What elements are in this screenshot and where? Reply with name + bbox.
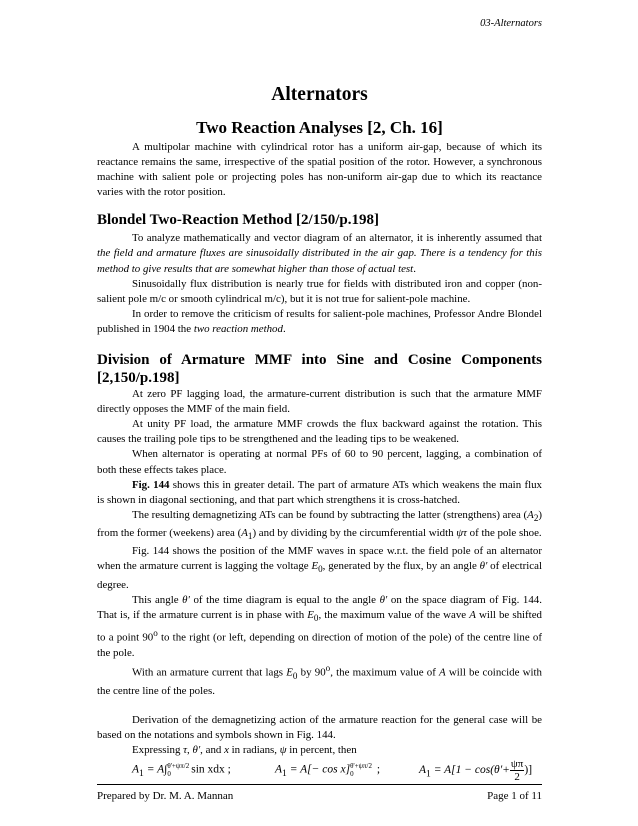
subscript: 1 — [247, 531, 253, 542]
paragraph: When alternator is operating at normal PFs of 60 to 90 percent, lagging, a combination of both these effects takes place. — [97, 448, 542, 476]
text: in percent, then — [286, 744, 357, 757]
text: will be coincide with the centre line of the poles. — [97, 666, 542, 697]
text: of the time diagram is equal to the angle — [189, 593, 380, 606]
text: Expressing — [132, 744, 184, 757]
paragraph — [97, 307, 542, 337]
paragraph: At zero PF lagging load, the armature-current distribution is such that the armature MMF directly opposes the MMF of the main field. — [97, 388, 542, 416]
paragraph — [97, 508, 542, 545]
text: , the maximum value of — [330, 666, 440, 679]
text: In order to remove the criticism of results for salient-pole machines, Professor Andre Blondel published in 1904 the — [97, 307, 542, 335]
text: sin xdx ; — [191, 763, 231, 776]
symbol: θ' — [379, 593, 388, 606]
text: = A[1 − cos(θ'+ — [430, 764, 510, 777]
text: , generated by the flux, by an angle — [322, 560, 480, 573]
subscript: 2 — [533, 512, 539, 523]
symbol: A — [527, 508, 534, 521]
symbol: E — [311, 560, 319, 573]
emphasis-text: two reaction method — [193, 322, 283, 335]
numerator: ψπ — [510, 758, 524, 771]
subscript: 0 — [313, 613, 319, 624]
subscript: 0 — [318, 564, 323, 575]
emphasis-text: the field and armature fluxes are sinusoidally distributed in the air gap. There is a tendency for this method to give results that are somewhat higher than those of actual test — [97, 247, 542, 275]
running-head: 03-Alternators — [480, 18, 542, 29]
symbol: A — [439, 666, 446, 679]
page-number: Page 1 of 11 — [487, 790, 542, 802]
spacer — [97, 699, 542, 713]
symbol: τ — [183, 744, 188, 757]
text: shows this in greater detail. The part of armature ATs which weakens the main flux is shown in diagonal sectioning, and that part which strengthens it is cross-hatched. — [97, 478, 543, 506]
symbol: A — [241, 527, 248, 540]
subscript: 0 — [292, 670, 298, 681]
document-body — [97, 140, 542, 792]
paragraph: Sinusoidally flux distribution is nearly true for fields with distributed iron and copper (non-salient pole m/c or smooth cylindrical m/c), but it is not true for salient-pole machine. — [97, 277, 542, 305]
figure-ref: Fig. 144 — [132, 478, 170, 491]
symbol: E — [307, 608, 314, 621]
upper-limit: θ'+ψπ/2 — [350, 762, 372, 771]
equation-evaluated — [275, 762, 380, 779]
symbol: A — [275, 763, 283, 776]
text: = A — [143, 763, 165, 776]
symbol: θ' — [182, 593, 190, 606]
text: )] — [524, 764, 533, 777]
text: , the maximum value of the wave — [318, 608, 470, 621]
paragraph: At unity PF load, the armature MMF crowds the flux backward against the rotation. This causes the trailing pole tips to be strengthened and the leading tips to be weakened. — [97, 418, 542, 446]
text: Fig. 144 shows the position of the MMF waves in space w.r.t. the field pole of an alternator when the armature current is lagging the voltage — [97, 545, 542, 573]
superscript: o — [325, 662, 331, 673]
paragraph — [97, 593, 542, 661]
paragraph — [97, 743, 542, 758]
paragraph — [97, 478, 542, 508]
symbol: θ' — [479, 560, 488, 573]
symbol: A — [419, 764, 427, 777]
text: by 90 — [297, 666, 326, 679]
text: ) and by dividing by the circumferential width — [252, 527, 457, 540]
symbol: A — [469, 608, 476, 621]
equation-integral — [132, 762, 231, 779]
text: in radians, — [228, 744, 280, 757]
paragraph — [97, 661, 542, 699]
paragraph — [97, 544, 542, 592]
symbol: A — [132, 763, 140, 776]
section-heading-blondel: Blondel Two-Reaction Method [2/150/p.198] — [97, 212, 379, 229]
equation-result — [419, 758, 532, 783]
symbol: x — [224, 744, 229, 757]
paragraph — [97, 231, 542, 276]
text: , and — [200, 744, 225, 757]
text: , — [187, 744, 193, 757]
text: To analyze mathematically and vector diagram of an alternator, it is inherently assumed that — [132, 232, 542, 245]
symbol: ψ — [279, 744, 287, 757]
denominator: 2 — [514, 771, 520, 784]
paragraph: A multipolar machine with cylindrical rotor has a uniform air-gap, because of which its reactance remains the same, irrespective of the spatial position of the rotor. However, a synchronous machine with salient pole or projecting poles has non-uniform air-gap due to which its reactance varies with the rotor position. — [97, 141, 542, 199]
subscript: 1 — [282, 768, 287, 780]
text: will be shifted to a point 90 — [97, 608, 542, 644]
upper-limit: θ'+ψπ/2 — [167, 762, 190, 771]
text: ) from the former (weekens) area ( — [97, 508, 542, 540]
text: of electrical degree. — [97, 560, 542, 591]
lower-limit: 0 — [167, 770, 171, 779]
text: = A[− cos x] — [286, 763, 351, 776]
document-page — [97, 0, 542, 826]
text: ; — [374, 763, 381, 776]
text: The resulting demagnetizing ATs can be found by subtracting the latter (strengthens) area ( — [132, 508, 528, 521]
subscript: 1 — [139, 768, 144, 780]
document-title: Alternators — [271, 84, 368, 105]
subscript: 1 — [426, 768, 431, 780]
text: This angle — [132, 593, 183, 606]
symbol: θ' — [192, 744, 201, 757]
text: With an armature current that lags — [132, 666, 287, 679]
footer-author: Prepared by Dr. M. A. Mannan — [97, 790, 234, 802]
lower-limit: 0 — [350, 770, 354, 779]
symbol: ψτ — [456, 527, 467, 540]
text: of the pole shoe. — [466, 527, 542, 540]
symbol: E — [286, 666, 293, 679]
section-heading-mmf-division: Division of Armature MMF into Sine and Cosine Components [2,150/p.198] — [97, 352, 542, 387]
section-heading-two-reaction: Two Reaction Analyses [2, Ch. 16] — [196, 118, 443, 137]
integral-limits — [167, 762, 189, 778]
text: on the space diagram of Fig. 144. That is, if the armature current is in phase with — [97, 593, 542, 621]
superscript: o — [153, 628, 158, 639]
page-footer — [97, 784, 542, 802]
fraction — [510, 758, 524, 783]
text: . — [282, 322, 286, 335]
text: . — [413, 262, 416, 275]
bracket-limits — [350, 762, 372, 778]
paragraph: Derivation of the demagnetizing action of the armature reaction for the general case will be based on the notations and symbols shown in Fig. 144. — [97, 713, 542, 742]
text: to the right (or left, depending on direction of motion of the pole) of the centre line of the pole. — [97, 631, 542, 659]
integral-sign: ∫ — [164, 763, 168, 776]
